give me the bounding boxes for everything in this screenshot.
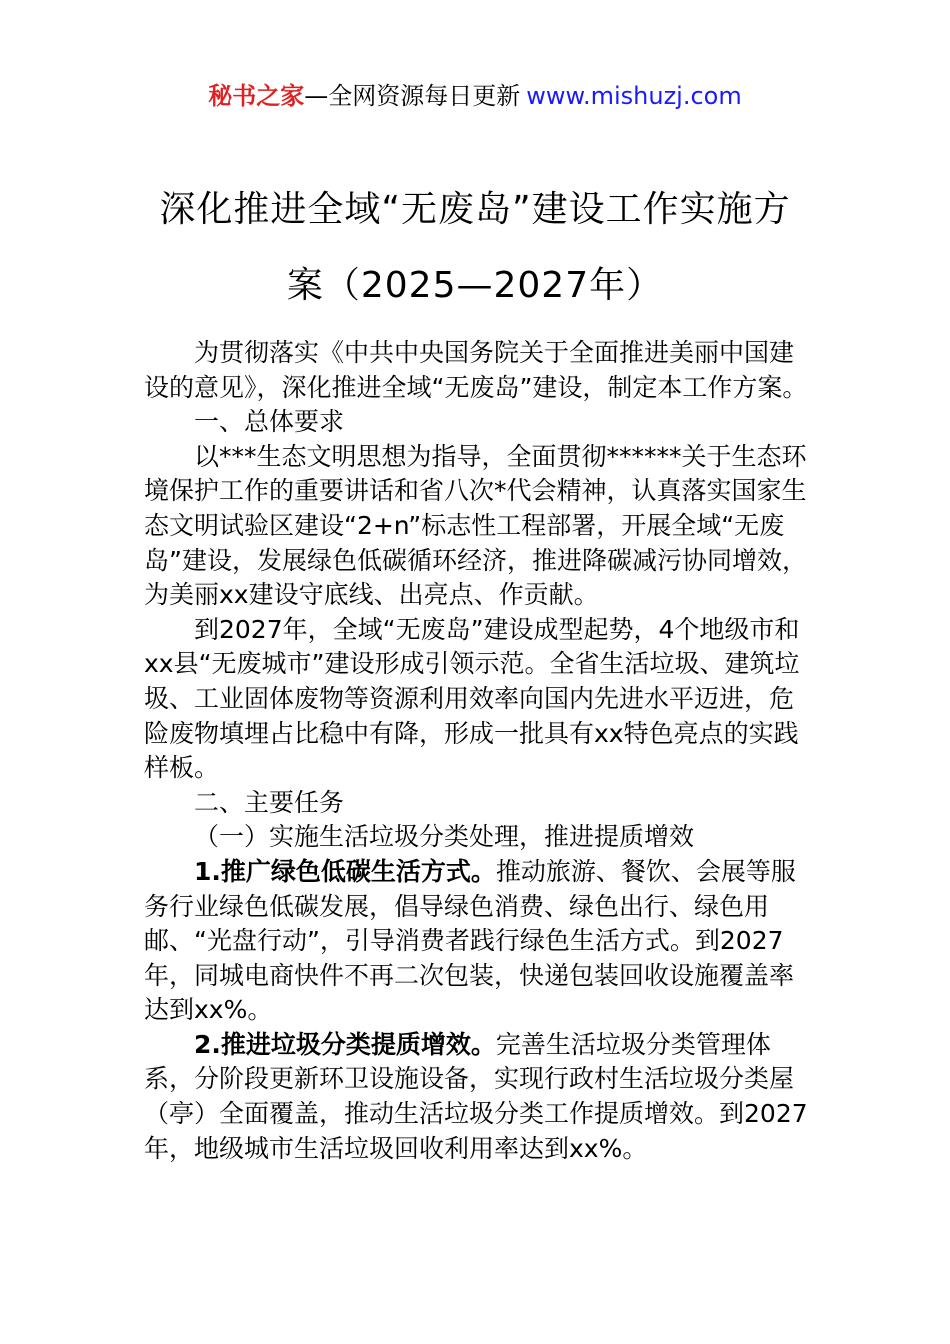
section1-paragraph-1: 以***生态文明思想为指导，全面贯彻******关于生态环境保护工作的重要讲话和省八次*代会精神，认真落实国家生态文明试验区建设“2+n”标志性工程部署，开展全域“无废岛”建设，发展绿色低碳循环经济，推进降碳减污协同增效，为美丽xx建设守底线、出亮点、作贡献。 (144, 441, 807, 610)
item-2-paragraph (144, 1028, 810, 1166)
site-name: 秘书之家 (208, 82, 305, 110)
document-body (144, 336, 810, 1166)
item-2-lead: 2.推进垃圾分类提质增效。 (194, 1029, 496, 1059)
item-1-text: 推动旅游、餐饮、会展等服务行业绿色低碳发展，倡导绿色消费、绿色出行、绿色用邮、“光盘行动”，引导消费者践行绿色生活方式。到2027年，同城电商快件不再二次包装，快递包装回收设施覆盖率达到xx%。 (144, 856, 796, 1025)
section-heading-2: 二、主要任务 (194, 787, 345, 817)
title-line-1: 深化推进全域“无废岛”建设工作实施方 (159, 189, 791, 230)
intro-paragraph: 为贯彻落实《中共中央国务院关于全面推进美丽中国建设的意见》，深化推进全域“无废岛”建设，制定本工作方案。 (144, 338, 808, 402)
header-separator: — (304, 82, 329, 110)
title-line-2: 案（2025—2027年） (286, 265, 664, 306)
item-1-paragraph (144, 855, 810, 1028)
site-header (0, 80, 950, 112)
section-heading-1: 一、总体要求 (194, 407, 345, 437)
document-title (100, 172, 850, 324)
item-2-text: 完善生活垃圾分类管理体系，分阶段更新环卫设施设备，实现行政村生活垃圾分类屋（亭）全面覆盖，推动生活垃圾分类工作提质增效。到2027年，地级城市生活垃圾回收利用率达到xx%。 (144, 1029, 808, 1163)
section1-paragraph-2: 到2027年，全域“无废岛”建设成型起势，4个地级市和xx县“无废城市”建设形成引领示范。全省生活垃圾、建筑垃圾、工业固体废物等资源利用效率向国内先进水平迈进，危险废物填埋占比稳中有降，形成一批具有xx特色亮点的实践样板。 (144, 614, 800, 783)
site-url-link[interactable]: www.mishuzj.com (526, 82, 742, 110)
subsection-heading-1: （一）实施生活垃圾分类处理，推进提质增效 (194, 822, 695, 852)
header-tagline: 全网资源每日更新 (328, 82, 521, 110)
item-1-lead: 1.推广绿色低碳生活方式。 (194, 856, 496, 886)
